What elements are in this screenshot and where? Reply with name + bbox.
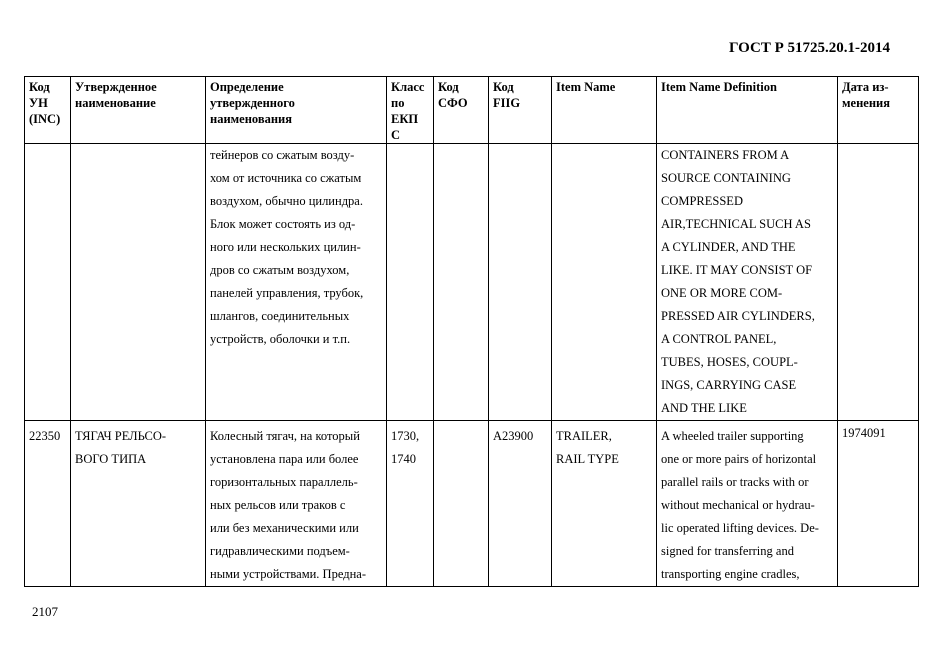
cell-inc [25,421,71,587]
text-line: Колесный тягач, на который [210,429,360,443]
cell-approved-name [71,421,206,587]
cell-definition-en [657,421,838,587]
text-line: FIIG [493,96,521,110]
text-line: шлангов, соединительных [210,309,350,323]
text-line: ных рельсов или траков с [210,498,346,512]
inc-value: 22350 [29,429,61,443]
text-line: Блок может состоять из од- [210,217,356,231]
text-line: signed for transferring and [661,544,794,558]
text-line: AIR,TECHNICAL SUCH AS [661,217,811,231]
col-header-item-name-definition [657,77,838,144]
text-line: ного или нескольких цилин- [210,240,361,254]
text-line: наименование [75,96,156,110]
text-line: менения [842,96,890,110]
text-line: УН [29,96,48,110]
text-line: горизонтальных параллель- [210,475,358,489]
text-line: по [391,96,405,110]
cell-item-name [552,144,657,421]
change-date-value: 1974091 [842,426,886,440]
cell-approved-name [71,144,206,421]
text-line: воздухом, обычно цилиндра. [210,194,363,208]
cell-change-date [838,144,919,421]
text-line: lic operated lifting devices. De- [661,521,819,535]
sfo-value [438,421,484,425]
text-line: устройств, оболочки и т.п. [210,332,351,346]
text-line: Item Name Definition [661,80,777,94]
text-line: наименования [210,112,293,126]
cell-change-date [838,421,919,587]
document-standard-header: ГОСТ Р 51725.20.1-2014 [728,40,890,56]
cell-sfo-code [434,421,489,587]
col-header-definition [206,77,387,144]
text-line: утвержденного [210,96,295,110]
cell-fiig-code [489,144,552,421]
col-header-item-name [552,77,657,144]
text-line: ЕКП [391,112,419,126]
text-line: COMPRESSED [661,194,743,208]
text-line: установлена пара или более [210,452,359,466]
col-header-sfo-code [434,77,489,144]
text-line: Item Name [556,80,616,94]
col-header-inc [25,77,71,144]
text-line: TUBES, HOSES, COUPL- [661,355,798,369]
text-line: дров со сжатым воздухом, [210,263,350,277]
text-line: A CYLINDER, AND THE [661,240,796,254]
text-line: ВОГО ТИПА [75,452,147,466]
text-line: parallel rails or tracks with or [661,475,809,489]
text-line: Код [29,80,50,94]
col-header-change-date [838,77,919,144]
text-line: СФО [438,96,468,110]
cell-ekps-class [387,144,434,421]
cell-sfo-code [434,144,489,421]
text-line: ными устройствами. Предна- [210,567,366,581]
text-line: A CONTROL PANEL, [661,332,777,346]
col-header-fiig-code [489,77,552,144]
cell-fiig-code [489,421,552,587]
cell-ekps-class [387,421,434,587]
text-line: ТЯГАЧ РЕЛЬСО- [75,429,167,443]
text-line: LIKE. IT MAY CONSIST OF [661,263,813,277]
cell-definition-ru [206,421,387,587]
text-line: without mechanical or hydrau- [661,498,815,512]
text-line: 1740 [391,452,416,466]
text-line: transporting engine cradles, [661,567,800,581]
text-line: или без механическими или [210,521,359,535]
text-line: TRAILER, [556,429,612,443]
col-header-approved-name [71,77,206,144]
text-line: панелей управления, трубок, [210,286,364,300]
text-line: ONE OR MORE COM- [661,286,783,300]
cell-definition-en [657,144,838,421]
fiig-value: A23900 [493,429,534,443]
text-line: AND THE LIKE [661,401,747,415]
table-row-continuation [25,144,919,421]
text-line: тейнеров со сжатым возду- [210,148,355,162]
text-line: Дата из- [842,80,889,94]
text-line: one or more pairs of horizontal [661,452,817,466]
text-line: Класс [391,80,425,94]
cell-inc [25,144,71,421]
text-line: RAIL TYPE [556,452,619,466]
text-line: гидравлическими подъем- [210,544,350,558]
page-number: 2107 [32,604,58,619]
text-line: Определение [210,80,284,94]
text-line: PRESSED AIR CYLINDERS, [661,309,815,323]
text-line: INGS, CARRYING CASE [661,378,797,392]
cell-item-name [552,421,657,587]
text-line: хом от источника со сжатым [210,171,362,185]
text-line: SOURCE CONTAINING [661,171,791,185]
text-line: 1730, [391,429,420,443]
table-row-22350 [25,421,919,587]
nomenclature-table [24,76,919,587]
header-row [25,77,919,144]
text-line: Код [438,80,459,94]
text-line: A wheeled trailer supporting [661,429,804,443]
text-line: С [391,128,401,142]
text-line: (INC) [29,112,61,126]
cell-definition-ru [206,144,387,421]
text-line: Утвержденное [75,80,157,94]
text-line: Код [493,80,514,94]
text-line: CONTAINERS FROM A [661,148,790,162]
col-header-ekps-class [387,77,434,144]
